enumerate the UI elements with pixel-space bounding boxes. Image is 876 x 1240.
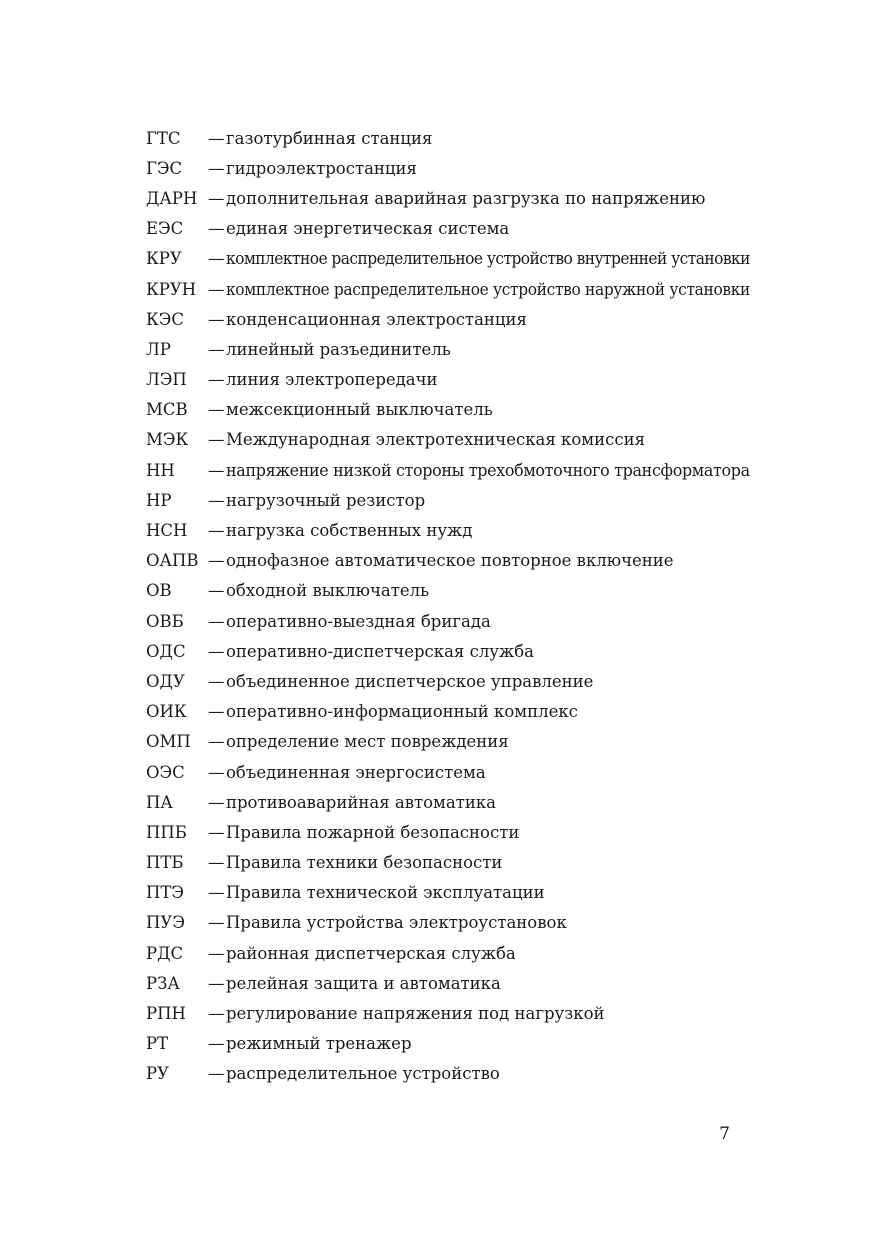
list-item xyxy=(146,757,746,787)
definition: межсекционный выключатель xyxy=(226,400,493,420)
definition: объединенное диспетчерское управление xyxy=(226,671,594,691)
definition: нагрузочный резистор xyxy=(226,490,426,510)
dash: — xyxy=(208,913,225,933)
abbreviation: ОМП xyxy=(146,732,191,752)
abbreviation: ПТЭ xyxy=(146,883,185,903)
abbreviation: ОАПВ xyxy=(146,551,199,571)
abbreviation: ОВБ xyxy=(146,611,184,631)
definition: регулирование напряжения под нагрузкой xyxy=(226,1004,605,1024)
abbreviation: МСВ xyxy=(146,400,188,420)
list-item xyxy=(146,214,746,244)
dash: — xyxy=(208,792,225,812)
definition: оперативно-информационный комплекс xyxy=(226,702,578,722)
list-item xyxy=(146,365,746,395)
definition: Правила технической эксплуатации xyxy=(226,883,545,903)
definition: оперативно-диспетчерская служба xyxy=(226,641,534,661)
list-item xyxy=(146,183,746,213)
definition: противоаварийная автоматика xyxy=(226,792,496,812)
definition: линейный разъединитель xyxy=(226,339,451,359)
abbreviation: НР xyxy=(146,490,172,510)
dash: — xyxy=(208,521,225,541)
list-item xyxy=(146,455,750,485)
dash: — xyxy=(208,1064,225,1084)
abbreviation: ОВ xyxy=(146,581,172,601)
definition: релейная защита и автоматика xyxy=(226,973,501,993)
list-item xyxy=(146,998,746,1028)
list-item xyxy=(146,425,746,455)
list-item xyxy=(146,1059,746,1089)
abbreviation: ЛР xyxy=(146,339,171,359)
dash: — xyxy=(208,1034,225,1054)
abbreviation: ЛЭП xyxy=(146,370,187,390)
dash: — xyxy=(208,641,225,661)
list-item xyxy=(146,968,746,998)
definition: Правила устройства электроустановок xyxy=(226,913,567,933)
abbreviation: КРУН xyxy=(146,279,197,299)
list-item xyxy=(146,908,746,938)
list-item xyxy=(146,787,746,817)
list-item xyxy=(146,515,746,545)
dash: — xyxy=(208,339,225,359)
dash: — xyxy=(208,883,225,903)
dash: — xyxy=(208,973,225,993)
abbreviation: КРУ xyxy=(146,249,182,269)
abbreviation: ППБ xyxy=(146,822,187,842)
definition: Международная электротехническая комиссия xyxy=(226,430,645,450)
list-item xyxy=(146,666,746,696)
dash: — xyxy=(208,671,225,691)
dash: — xyxy=(208,400,225,420)
dash: — xyxy=(208,249,225,269)
abbreviation: КЭС xyxy=(146,309,185,329)
dash: — xyxy=(208,460,225,480)
abbreviation: РПН xyxy=(146,1004,186,1024)
dash: — xyxy=(208,188,225,208)
definition: дополнительная аварийная разгрузка по напряжению xyxy=(226,188,706,208)
dash: — xyxy=(208,702,225,722)
abbreviation: РТ xyxy=(146,1034,169,1054)
dash: — xyxy=(208,581,225,601)
dash: — xyxy=(208,732,225,752)
dash: — xyxy=(208,551,225,571)
abbreviation: ЕЭС xyxy=(146,219,184,239)
list-item xyxy=(146,848,746,878)
abbreviation: МЭК xyxy=(146,430,189,450)
abbreviation: РУ xyxy=(146,1064,170,1084)
abbreviation: ГЭС xyxy=(146,158,183,178)
definition: Правила техники безопасности xyxy=(226,853,503,873)
dash: — xyxy=(208,158,225,178)
abbreviation: ОДУ xyxy=(146,671,185,691)
list-item xyxy=(146,123,746,153)
abbreviation: РДС xyxy=(146,943,184,963)
definition: режимный тренажер xyxy=(226,1034,412,1054)
list-item xyxy=(146,1029,746,1059)
abbreviation: ПУЭ xyxy=(146,913,185,933)
definition: линия электропередачи xyxy=(226,370,438,390)
list-item xyxy=(146,244,750,274)
abbreviation: ПТБ xyxy=(146,853,184,873)
abbreviation: ГТС xyxy=(146,128,181,148)
dash: — xyxy=(208,279,225,299)
list-item xyxy=(146,274,751,304)
dash: — xyxy=(208,430,225,450)
dash: — xyxy=(208,1004,225,1024)
abbreviation-list xyxy=(146,123,751,1089)
list-item xyxy=(146,878,746,908)
abbreviation: РЗА xyxy=(146,973,180,993)
dash: — xyxy=(208,943,225,963)
dash: — xyxy=(208,822,225,842)
abbreviation: ОИК xyxy=(146,702,187,722)
definition: распределительное устройство xyxy=(226,1064,500,1084)
list-item xyxy=(146,153,746,183)
dash: — xyxy=(208,490,225,510)
definition: комплектное распределительное устройство наружной установки xyxy=(226,279,751,299)
definition: нагрузка собственных нужд xyxy=(226,521,473,541)
definition: единая энергетическая система xyxy=(226,219,510,239)
dash: — xyxy=(208,128,225,148)
list-item xyxy=(146,636,746,666)
list-item xyxy=(146,395,746,425)
definition: комплектное распределительное устройство внутренней установки xyxy=(226,249,750,269)
definition: определение мест повреждения xyxy=(226,732,509,752)
abbreviation: ОЭС xyxy=(146,762,185,782)
list-item xyxy=(146,304,746,334)
list-item xyxy=(146,727,746,757)
abbreviation: ПА xyxy=(146,792,173,812)
definition: газотурбинная станция xyxy=(226,128,433,148)
list-item xyxy=(146,697,746,727)
definition: обходной выключатель xyxy=(226,581,430,601)
definition: Правила пожарной безопасности xyxy=(226,822,520,842)
list-item xyxy=(146,576,746,606)
list-item xyxy=(146,546,746,576)
list-item xyxy=(146,938,746,968)
definition: объединенная энергосистема xyxy=(226,762,486,782)
definition: районная диспетчерская служба xyxy=(226,943,516,963)
dash: — xyxy=(208,853,225,873)
dash: — xyxy=(208,611,225,631)
abbreviation: НН xyxy=(146,460,175,480)
dash: — xyxy=(208,219,225,239)
page-number: 7 xyxy=(719,1124,730,1144)
definition: гидроэлектростанция xyxy=(226,158,417,178)
dash: — xyxy=(208,309,225,329)
abbreviation: НСН xyxy=(146,521,188,541)
list-item xyxy=(146,485,746,515)
dash: — xyxy=(208,370,225,390)
abbreviation: ДАРН xyxy=(146,188,198,208)
definition: оперативно-выездная бригада xyxy=(226,611,491,631)
definition: напряжение низкой стороны трехобмоточного трансформатора xyxy=(226,460,750,480)
abbreviation: ОДС xyxy=(146,641,186,661)
dash: — xyxy=(208,762,225,782)
list-item xyxy=(146,817,746,847)
list-item xyxy=(146,606,746,636)
definition: однофазное автоматическое повторное включение xyxy=(226,551,674,571)
list-item xyxy=(146,334,746,364)
definition: конденсационная электростанция xyxy=(226,309,527,329)
